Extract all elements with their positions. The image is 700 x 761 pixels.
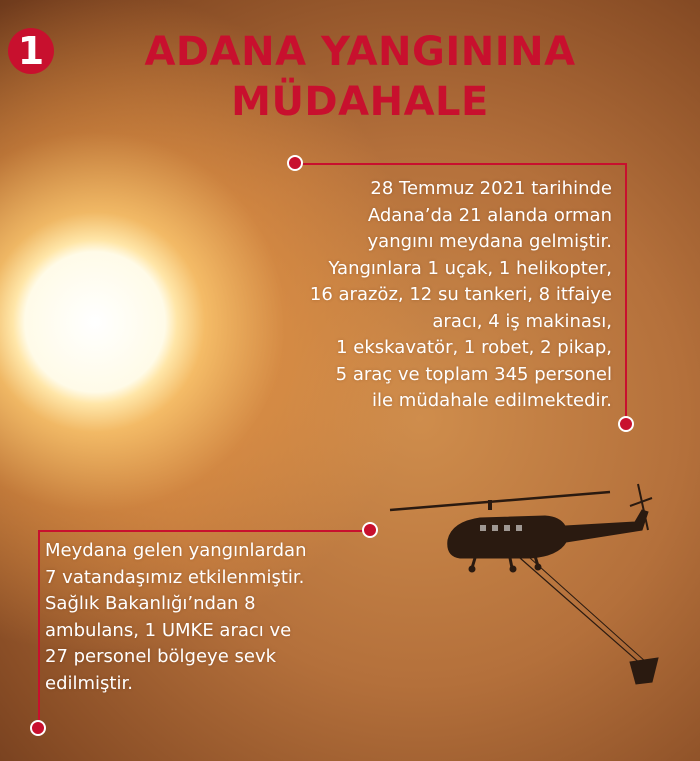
text-line: 7 vatandaşımız etkilenmiştir.	[45, 566, 305, 588]
title-line-2: MÜDAHALE	[231, 79, 489, 125]
text-line: 5 araç ve toplam 345 personel	[335, 363, 612, 385]
text-line: Adana’da 21 alanda orman	[367, 204, 612, 226]
text-line: 1 ekskavatör, 1 robet, 2 pikap,	[336, 337, 612, 358]
text-line: Meydana gelen yangınlardan	[45, 540, 307, 561]
text-line: Yangınlara 1 uçak, 1 helikopter,	[328, 257, 612, 279]
fire-summary-text	[310, 176, 612, 415]
helicopter-icon	[380, 470, 680, 700]
title-line-1: ADANA YANGININA	[144, 29, 576, 75]
text-line: 27 personel bölgeye sevk	[45, 646, 277, 667]
text-line: aracı, 4 iş makinası,	[432, 310, 612, 332]
text-line: yangını meydana gelmiştir.	[367, 231, 612, 252]
frame-dot-top-2	[362, 522, 378, 538]
text-line: 16 arazöz, 12 su tankeri, 8 itfaiye	[309, 284, 612, 305]
frame-dot-bottom-2	[30, 720, 46, 736]
frame-dot-top-1	[287, 155, 303, 171]
text-line: Sağlık Bakanlığı’ndan 8	[45, 593, 256, 614]
health-response-text	[45, 538, 306, 697]
text-line: ambulans, 1 UMKE aracı ve	[45, 619, 292, 641]
frame-dot-bottom-1	[618, 416, 634, 432]
number-badge: 1	[8, 28, 54, 74]
text-line: edilmiştir.	[45, 672, 133, 694]
text-line: 28 Temmuz 2021 tarihinde	[370, 178, 612, 199]
text-line: ile müdahale edilmektedir.	[372, 390, 612, 411]
